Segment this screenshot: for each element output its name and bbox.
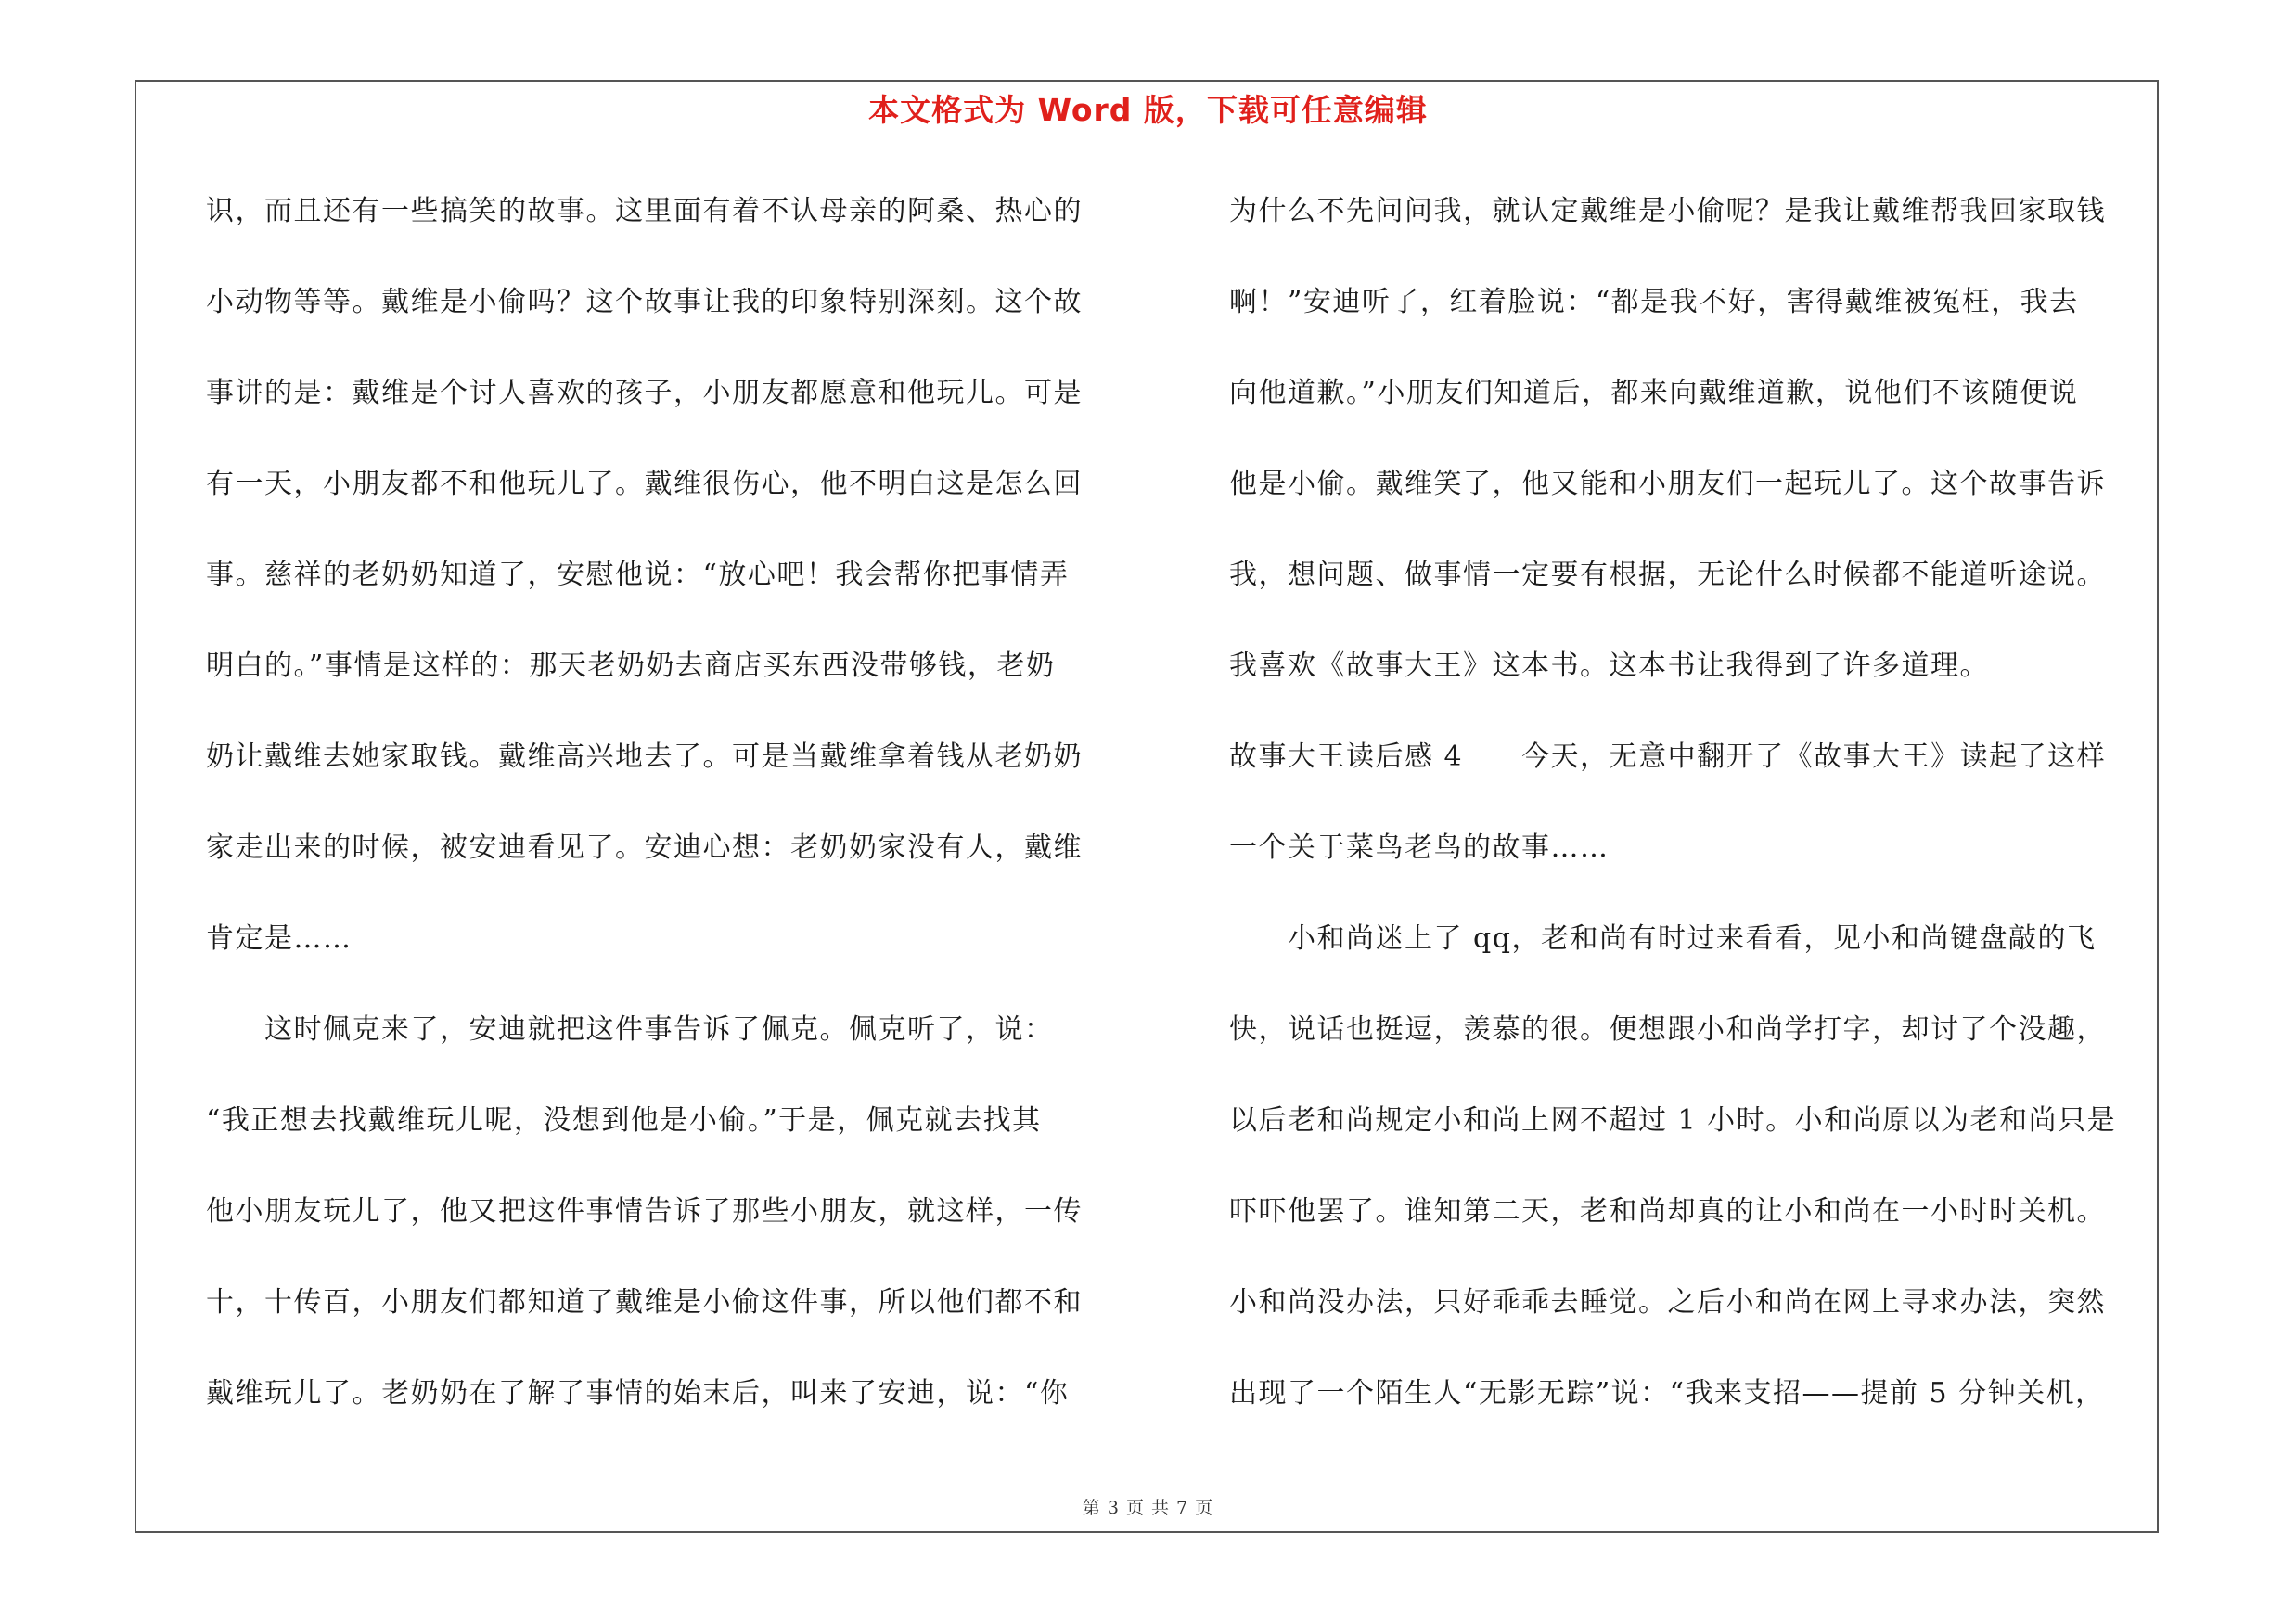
text-line: 故事大王读后感 4 今天，无意中翻开了《故事大王》读起了这样 [1229, 741, 2107, 773]
text-line: 肯定是…… [206, 922, 353, 955]
text-line: 小和尚迷上了 qq，老和尚有时过来看看，见小和尚键盘敲的飞 [1229, 922, 2097, 955]
text-line: 他小朋友玩儿了，他又把这件事情告诉了那些小朋友，就这样，一传 [206, 1195, 1083, 1228]
text-line: 啊！”安迪听了，红着脸说：“都是我不好，害得戴维被冤枉，我去 [1229, 286, 2079, 318]
page-number-footer: 第 3 页 共 7 页 [1082, 1498, 1214, 1518]
text-line: 事。慈祥的老奶奶知道了，安慰他说：“放心吧！我会帮你把事情弄 [206, 559, 1070, 591]
text-line: 我，想问题、做事情一定要有根据，无论什么时候都不能道听途说。 [1229, 559, 2106, 591]
text-line: 向他道歉。”小朋友们知道后，都来向戴维道歉，说他们不该随便说 [1229, 377, 2079, 409]
text-line: 事讲的是：戴维是个讨人喜欢的孩子，小朋友都愿意和他玩儿。可是 [206, 377, 1083, 409]
left-text-column [206, 178, 1126, 1451]
text-line: 快，说话也挺逗，羡慕的很。便想跟小和尚学打字，却讨了个没趣， [1229, 1013, 2106, 1046]
text-line: 他是小偷。戴维笑了，他又能和小朋友们一起玩儿了。这个故事告诉 [1229, 468, 2106, 500]
text-line: 小和尚没办法，只好乖乖去睡觉。之后小和尚在网上寻求办法，突然 [1229, 1286, 2106, 1319]
text-line: 一个关于菜鸟老鸟的故事…… [1229, 831, 1610, 864]
text-line: 这时佩克来了，安迪就把这件事告诉了佩克。佩克听了，说： [206, 1013, 1054, 1046]
text-line: 为什么不先问问我，就认定戴维是小偷呢？是我让戴维帮我回家取钱 [1229, 195, 2106, 227]
right-text-column [1229, 178, 2166, 1451]
text-line: 十，十传百，小朋友们都知道了戴维是小偷这件事，所以他们都不和 [206, 1286, 1083, 1319]
text-line: 奶让戴维去她家取钱。戴维高兴地去了。可是当戴维拿着钱从老奶奶 [206, 741, 1083, 773]
text-line: 小动物等等。戴维是小偷吗？这个故事让我的印象特别深刻。这个故 [206, 286, 1083, 318]
text-line: 我喜欢《故事大王》这本书。这本书让我得到了许多道理。 [1229, 650, 1989, 682]
text-line: 出现了一个陌生人“无影无踪”说：“我来支招——提前 5 分钟关机， [1229, 1377, 2105, 1410]
text-line: 吓吓他罢了。谁知第二天，老和尚却真的让小和尚在一小时时关机。 [1229, 1195, 2106, 1228]
text-line: 家走出来的时候，被安迪看见了。安迪心想：老奶奶家没有人，戴维 [206, 831, 1083, 864]
text-line: 明白的。”事情是这样的：那天老奶奶去商店买东西没带够钱，老奶 [206, 650, 1056, 682]
text-line: 识，而且还有一些搞笑的故事。这里面有着不认母亲的阿桑、热心的 [206, 195, 1083, 227]
editable-notice-banner: 本文格式为 Word 版，下载可任意编辑 [868, 92, 1428, 128]
text-line: 以后老和尚规定小和尚上网不超过 1 小时。小和尚原以为老和尚只是 [1229, 1104, 2117, 1137]
text-line: 戴维玩儿了。老奶奶在了解了事情的始末后，叫来了安迪，说：“你 [206, 1377, 1070, 1410]
text-line: 有一天，小朋友都不和他玩儿了。戴维很伤心，他不明白这是怎么回 [206, 468, 1083, 500]
text-line: “我正想去找戴维玩儿呢，没想到他是小偷。”于是，佩克就去找其 [206, 1104, 1042, 1137]
